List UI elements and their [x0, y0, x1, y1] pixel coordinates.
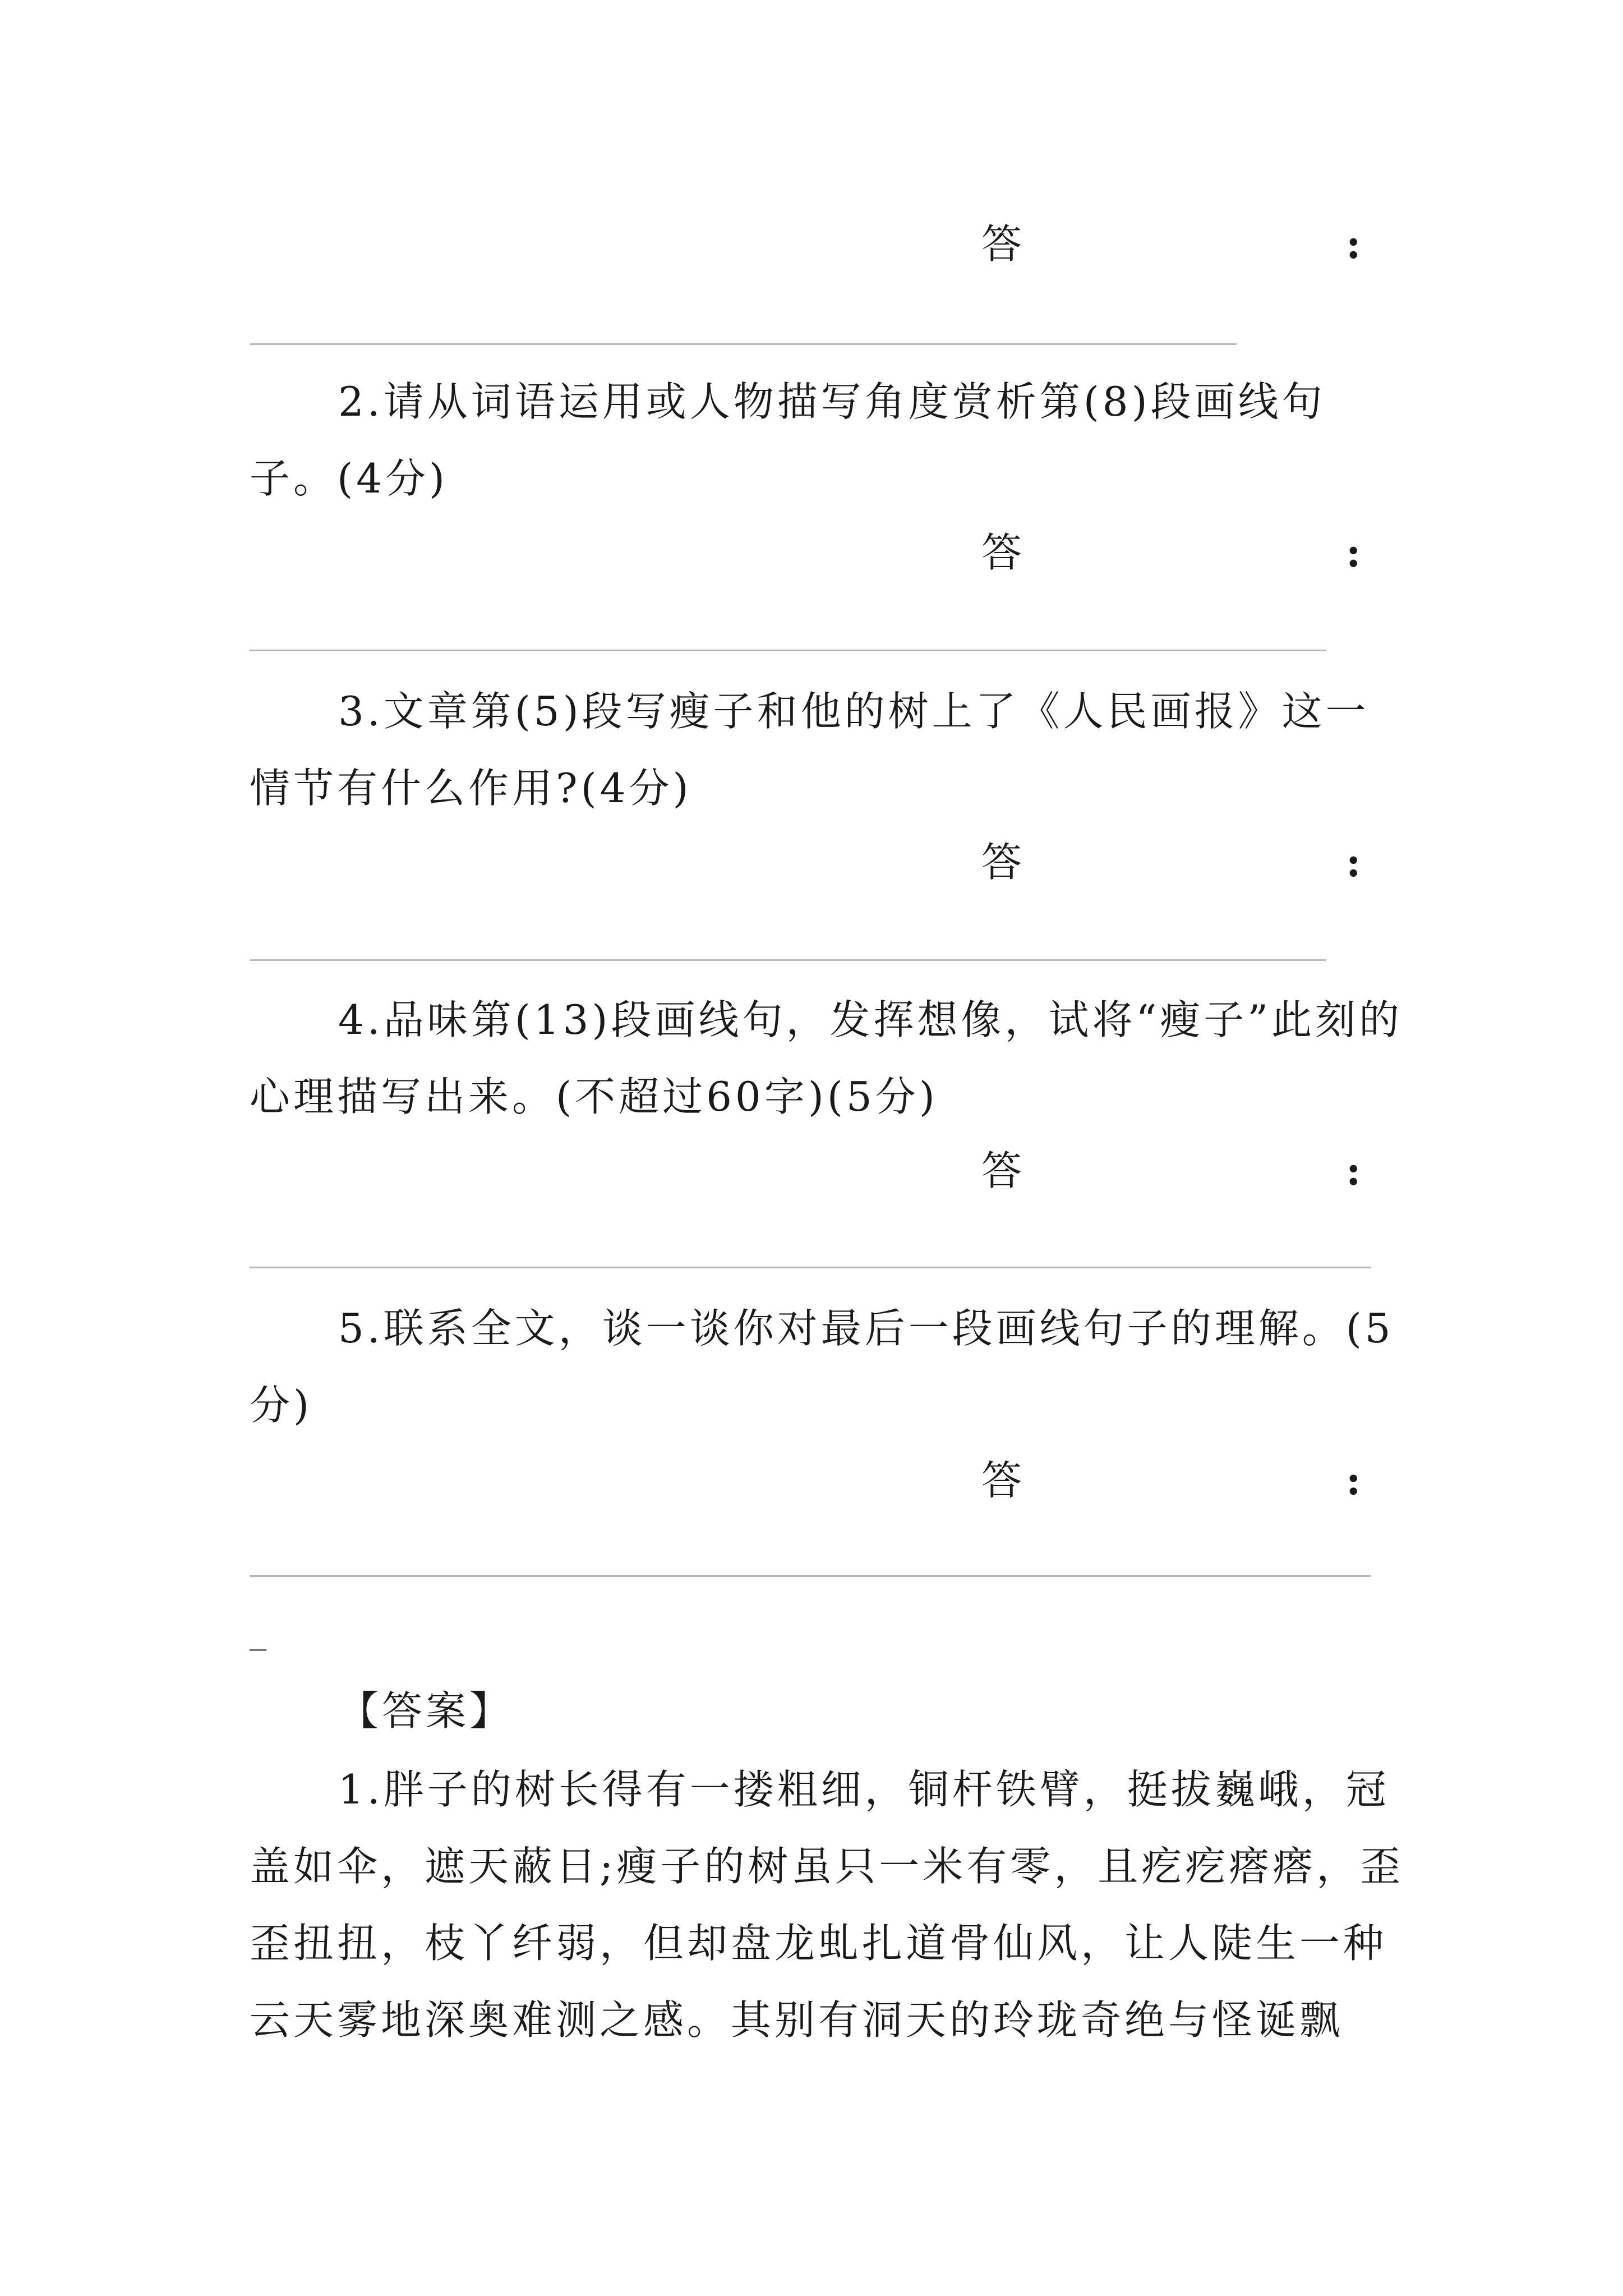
- question-3-text: 3.文章第(5)段写瘦子和他的树上了《人民画报》这一情节有什么作用?(4分): [250, 688, 1370, 812]
- answer-label: 答: [981, 839, 1022, 886]
- answer-item-1: [250, 1751, 1405, 2059]
- answer-blank-line-2: [250, 650, 1326, 651]
- answer-item-1-text: 1.胖子的树长得有一搂粗细，铜杆铁臂，挺拔巍峨，冠盖如伞，遮天蔽日;瘦子的树虽只一米有零，且疙疙瘩瘩，歪歪扭扭，枝丫纤弱，但却盘龙虬扎道骨仙风，让人陡生一种云天雾地深奥难测之感。其别有洞天的玲珑奇绝与怪诞飘: [250, 1766, 1404, 2044]
- question-5-text: 5.联系全文，谈一谈你对最后一段画线句子的理解。(5分): [250, 1305, 1394, 1429]
- answer-label: 答: [981, 1457, 1022, 1504]
- answer-line-2: [0, 527, 1623, 578]
- answer-label: 答: [981, 1147, 1022, 1194]
- question-2-text: 2.请从词语运用或人物描写角度赏析第(8)段画线句子。(4分): [250, 378, 1326, 502]
- answer-colon: :: [1346, 1147, 1361, 1194]
- answer-colon: :: [1346, 220, 1361, 268]
- answer-line-5: [0, 1455, 1623, 1506]
- answer-colon: :: [1346, 838, 1361, 886]
- answer-line-4: [0, 1145, 1623, 1196]
- answer-line-3: [0, 837, 1623, 887]
- answer-blank-line-overflow: [250, 1649, 266, 1651]
- answer-blank-line-3: [250, 959, 1326, 961]
- answer-label: 答: [981, 529, 1022, 576]
- answer-colon: :: [1346, 1456, 1361, 1504]
- answer-line-1: [0, 219, 1623, 269]
- answer-colon: :: [1346, 528, 1361, 576]
- question-5: [250, 1290, 1405, 1444]
- answers-heading: 【答案】: [338, 1687, 514, 1734]
- question-4-text: 4.品味第(13)段画线句，发挥想像，试将“瘦子”此刻的心理描写出来。(不超过60字)(5分): [250, 996, 1403, 1120]
- answer-blank-line-4: [250, 1267, 1371, 1268]
- answer-label: 答: [981, 220, 1022, 268]
- question-2: [250, 364, 1405, 517]
- question-3: [250, 673, 1405, 827]
- question-4: [250, 982, 1405, 1135]
- answer-blank-line-1: [250, 343, 1237, 345]
- answer-blank-line-5: [250, 1575, 1371, 1577]
